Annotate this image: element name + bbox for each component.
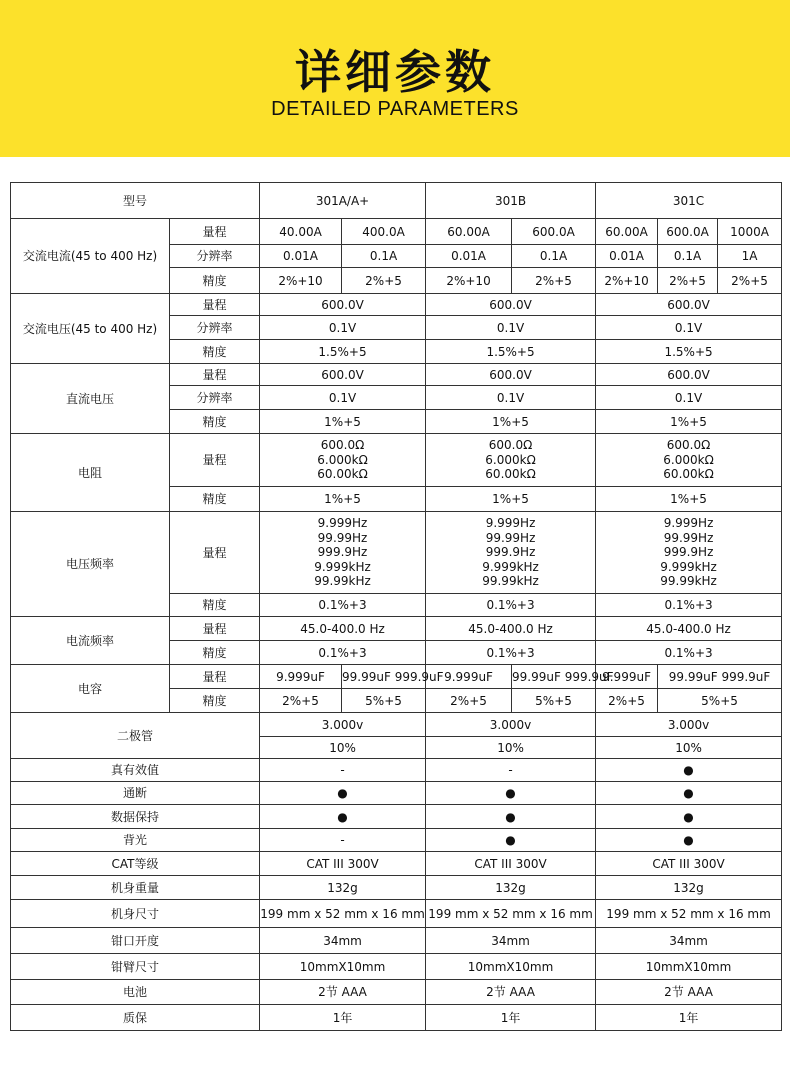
feature-mark: ● <box>596 782 782 805</box>
table-cell: 600.0V <box>260 364 426 386</box>
table-cell <box>260 512 426 594</box>
table-row <box>11 876 782 900</box>
sub-label-accuracy: 精度 <box>170 594 260 617</box>
range-line: 99.99kHz <box>482 574 539 589</box>
sub-label-accuracy: 精度 <box>170 340 260 364</box>
range-line: 9.999Hz <box>317 516 368 531</box>
table-cell: 2节 AAA <box>596 980 782 1005</box>
table-cell: 2%+5 <box>342 268 426 294</box>
table-cell: 1年 <box>596 1005 782 1031</box>
table-row <box>11 1005 782 1031</box>
table-cell: 0.1%+3 <box>596 594 782 617</box>
table-cell: 1%+5 <box>426 410 596 434</box>
page-title: 详细参数 <box>295 45 495 99</box>
table-cell: 1%+5 <box>426 487 596 512</box>
table-cell: 0.1V <box>596 316 782 340</box>
feature-mark: ● <box>596 759 782 782</box>
table-cell: 0.1A <box>658 245 718 268</box>
range-line: 600.0Ω <box>488 438 533 453</box>
table-cell: 2%+5 <box>596 689 658 713</box>
table-cell: 3.000v <box>260 713 426 737</box>
row-label-ac-current: 交流电流(45 to 400 Hz) <box>11 219 170 294</box>
table-cell: 1.5%+5 <box>426 340 596 364</box>
sub-label-resolution: 分辨率 <box>170 316 260 340</box>
table-cell: 45.0-400.0 Hz <box>596 617 782 641</box>
table-cell: 2%+5 <box>658 268 718 294</box>
sub-label-range: 量程 <box>170 665 260 689</box>
table-cell: 600.0V <box>426 364 596 386</box>
model-name: 301B <box>426 183 596 219</box>
table-cell: 0.1%+3 <box>426 594 596 617</box>
table-cell: 99.99uF 999.9uF <box>658 665 782 689</box>
table-cell: 45.0-400.0 Hz <box>426 617 596 641</box>
table-row <box>11 219 782 245</box>
table-cell: 10% <box>260 737 426 759</box>
feature-mark: ● <box>426 782 596 805</box>
table-row <box>11 900 782 928</box>
page-subtitle: DETAILED PARAMETERS <box>271 98 519 120</box>
table-row <box>11 954 782 980</box>
table-cell: 199 mm x 52 mm x 16 mm <box>426 900 596 928</box>
range-line: 9.999kHz <box>314 559 371 574</box>
row-label-diode: 二极管 <box>11 713 260 759</box>
row-label-size: 机身尺寸 <box>11 900 260 928</box>
row-label-continuity: 通断 <box>11 782 260 805</box>
range-line: 99.99Hz <box>485 530 536 545</box>
range-line: 60.00kΩ <box>317 467 368 482</box>
range-line: 999.9Hz <box>485 545 536 560</box>
row-label-weight: 机身重量 <box>11 876 260 900</box>
table-cell: 0.1A <box>512 245 596 268</box>
table-cell: 34mm <box>596 928 782 954</box>
table-cell: 0.1V <box>426 386 596 410</box>
table-cell: 0.1A <box>342 245 426 268</box>
row-label-backlight: 背光 <box>11 829 260 852</box>
table-cell <box>426 512 596 594</box>
range-line: 9.999kHz <box>482 559 539 574</box>
row-label-resistance: 电阻 <box>11 434 170 512</box>
table-cell: 2%+5 <box>512 268 596 294</box>
table-cell: 0.1%+3 <box>426 641 596 665</box>
table-row <box>11 928 782 954</box>
table-cell: 2节 AAA <box>426 980 596 1005</box>
range-line: 999.9Hz <box>317 545 368 560</box>
table-cell: 1%+5 <box>596 410 782 434</box>
sub-label-range: 量程 <box>170 219 260 245</box>
feature-mark: ● <box>260 805 426 829</box>
table-cell: 0.1%+3 <box>260 641 426 665</box>
range-line: 6.000kΩ <box>663 452 714 467</box>
table-cell: 1%+5 <box>596 487 782 512</box>
range-line: 9.999kHz <box>660 559 717 574</box>
table-cell: 2%+10 <box>260 268 342 294</box>
table-cell: 600.0A <box>512 219 596 245</box>
feature-mark: ● <box>596 829 782 852</box>
table-cell: 10% <box>426 737 596 759</box>
table-cell: 132g <box>426 876 596 900</box>
model-name: 301A/A+ <box>260 183 426 219</box>
sub-label-range: 量程 <box>170 617 260 641</box>
table-cell: 132g <box>260 876 426 900</box>
table-cell: 5%+5 <box>658 689 782 713</box>
header-banner <box>0 0 790 157</box>
table-cell: 99.99uF 999.9uF <box>512 665 596 689</box>
range-line: 60.00kΩ <box>663 467 714 482</box>
sub-label-accuracy: 精度 <box>170 410 260 434</box>
row-label-model: 型号 <box>11 183 260 219</box>
table-cell: 0.1V <box>260 316 426 340</box>
feature-mark: ● <box>426 805 596 829</box>
table-cell: 1%+5 <box>260 410 426 434</box>
sub-label-range: 量程 <box>170 364 260 386</box>
table-cell: 0.1V <box>426 316 596 340</box>
sub-label-resolution: 分辨率 <box>170 386 260 410</box>
feature-mark: - <box>426 759 596 782</box>
table-cell: 10mmX10mm <box>426 954 596 980</box>
table-cell <box>426 434 596 487</box>
row-label-battery: 电池 <box>11 980 260 1005</box>
table-cell: 2%+5 <box>260 689 342 713</box>
range-line: 99.99kHz <box>660 574 717 589</box>
table-cell: 99.99uF 999.9uF <box>342 665 426 689</box>
feature-mark: ● <box>426 829 596 852</box>
range-line: 600.0Ω <box>320 438 365 453</box>
sub-label-resolution: 分辨率 <box>170 245 260 268</box>
table-cell: 1000A <box>718 219 782 245</box>
row-label-data-hold: 数据保持 <box>11 805 260 829</box>
table-cell: 45.0-400.0 Hz <box>260 617 426 641</box>
table-cell: CAT III 300V <box>596 852 782 876</box>
table-cell: 1A <box>718 245 782 268</box>
table-cell: 0.01A <box>426 245 512 268</box>
table-cell: 5%+5 <box>512 689 596 713</box>
table-cell: 9.999uF <box>596 665 658 689</box>
table-cell: 9.999uF <box>260 665 342 689</box>
model-name: 301C <box>596 183 782 219</box>
table-row <box>11 713 782 737</box>
table-row <box>11 665 782 689</box>
row-label-dc-voltage: 直流电压 <box>11 364 170 434</box>
range-line: 999.9Hz <box>663 545 714 560</box>
range-line: 600.0Ω <box>666 438 711 453</box>
table-row <box>11 980 782 1005</box>
sub-label-accuracy: 精度 <box>170 689 260 713</box>
table-cell: 3.000v <box>426 713 596 737</box>
table-row <box>11 759 782 782</box>
table-cell: 3.000v <box>596 713 782 737</box>
table-cell: 600.0V <box>426 294 596 316</box>
table-cell: 132g <box>596 876 782 900</box>
feature-mark: ● <box>596 805 782 829</box>
parameters-table <box>10 182 782 1031</box>
sub-label-accuracy: 精度 <box>170 487 260 512</box>
table-cell: 0.1%+3 <box>260 594 426 617</box>
table-cell: 2%+10 <box>426 268 512 294</box>
table-cell: 0.01A <box>596 245 658 268</box>
table-row-model <box>11 183 782 219</box>
table-cell: 600.0V <box>596 294 782 316</box>
table-cell: 10% <box>596 737 782 759</box>
row-label-capacitance: 电容 <box>11 665 170 713</box>
range-line: 6.000kΩ <box>485 452 536 467</box>
table-cell: 1年 <box>260 1005 426 1031</box>
range-line: 99.99kHz <box>314 574 371 589</box>
table-cell: 400.0A <box>342 219 426 245</box>
range-line: 6.000kΩ <box>317 452 368 467</box>
range-line: 99.99Hz <box>663 530 714 545</box>
range-line: 9.999Hz <box>663 516 714 531</box>
row-label-ac-voltage: 交流电压(45 to 400 Hz) <box>11 294 170 364</box>
table-cell: 199 mm x 52 mm x 16 mm <box>260 900 426 928</box>
feature-mark: - <box>260 759 426 782</box>
sub-label-range: 量程 <box>170 434 260 487</box>
table-cell: 600.0V <box>260 294 426 316</box>
table-cell: 2%+10 <box>596 268 658 294</box>
table-cell: 5%+5 <box>342 689 426 713</box>
table-cell: 1年 <box>426 1005 596 1031</box>
table-cell: 2%+5 <box>426 689 512 713</box>
sub-label-range: 量程 <box>170 512 260 594</box>
feature-mark: ● <box>260 782 426 805</box>
feature-mark: - <box>260 829 426 852</box>
table-cell: 600.0V <box>596 364 782 386</box>
sub-label-range: 量程 <box>170 294 260 316</box>
table-cell: 34mm <box>260 928 426 954</box>
row-label-cat: CAT等级 <box>11 852 260 876</box>
table-cell: 600.0A <box>658 219 718 245</box>
table-cell: 199 mm x 52 mm x 16 mm <box>596 900 782 928</box>
table-cell <box>260 434 426 487</box>
table-cell: 1.5%+5 <box>260 340 426 364</box>
table-row <box>11 294 782 316</box>
range-line: 9.999Hz <box>485 516 536 531</box>
table-cell <box>596 434 782 487</box>
table-row <box>11 434 782 487</box>
sub-label-accuracy: 精度 <box>170 641 260 665</box>
table-cell: 10mmX10mm <box>260 954 426 980</box>
table-cell: 2节 AAA <box>260 980 426 1005</box>
sub-label-accuracy: 精度 <box>170 268 260 294</box>
table-cell: 0.1V <box>596 386 782 410</box>
table-cell: 40.00A <box>260 219 342 245</box>
table-cell: 0.01A <box>260 245 342 268</box>
table-cell: 0.1%+3 <box>596 641 782 665</box>
row-label-true-rms: 真有效值 <box>11 759 260 782</box>
table-cell <box>596 512 782 594</box>
table-cell: CAT III 300V <box>260 852 426 876</box>
table-cell: 60.00A <box>426 219 512 245</box>
table-row <box>11 782 782 805</box>
table-cell: 1%+5 <box>260 487 426 512</box>
table-row <box>11 829 782 852</box>
range-line: 99.99Hz <box>317 530 368 545</box>
table-cell: 10mmX10mm <box>596 954 782 980</box>
table-cell: 2%+5 <box>718 268 782 294</box>
table-row <box>11 617 782 641</box>
row-label-current-frequency: 电流频率 <box>11 617 170 665</box>
table-cell: 9.999uF <box>426 665 512 689</box>
row-label-jaw: 钳口开度 <box>11 928 260 954</box>
table-cell: 60.00A <box>596 219 658 245</box>
table-row <box>11 852 782 876</box>
table-row <box>11 805 782 829</box>
table-cell: CAT III 300V <box>426 852 596 876</box>
range-line: 60.00kΩ <box>485 467 536 482</box>
table-cell: 0.1V <box>260 386 426 410</box>
table-row <box>11 364 782 386</box>
table-row <box>11 512 782 594</box>
table-cell: 1.5%+5 <box>596 340 782 364</box>
row-label-warranty: 质保 <box>11 1005 260 1031</box>
row-label-arm: 钳臂尺寸 <box>11 954 260 980</box>
row-label-voltage-frequency: 电压频率 <box>11 512 170 617</box>
table-cell: 34mm <box>426 928 596 954</box>
